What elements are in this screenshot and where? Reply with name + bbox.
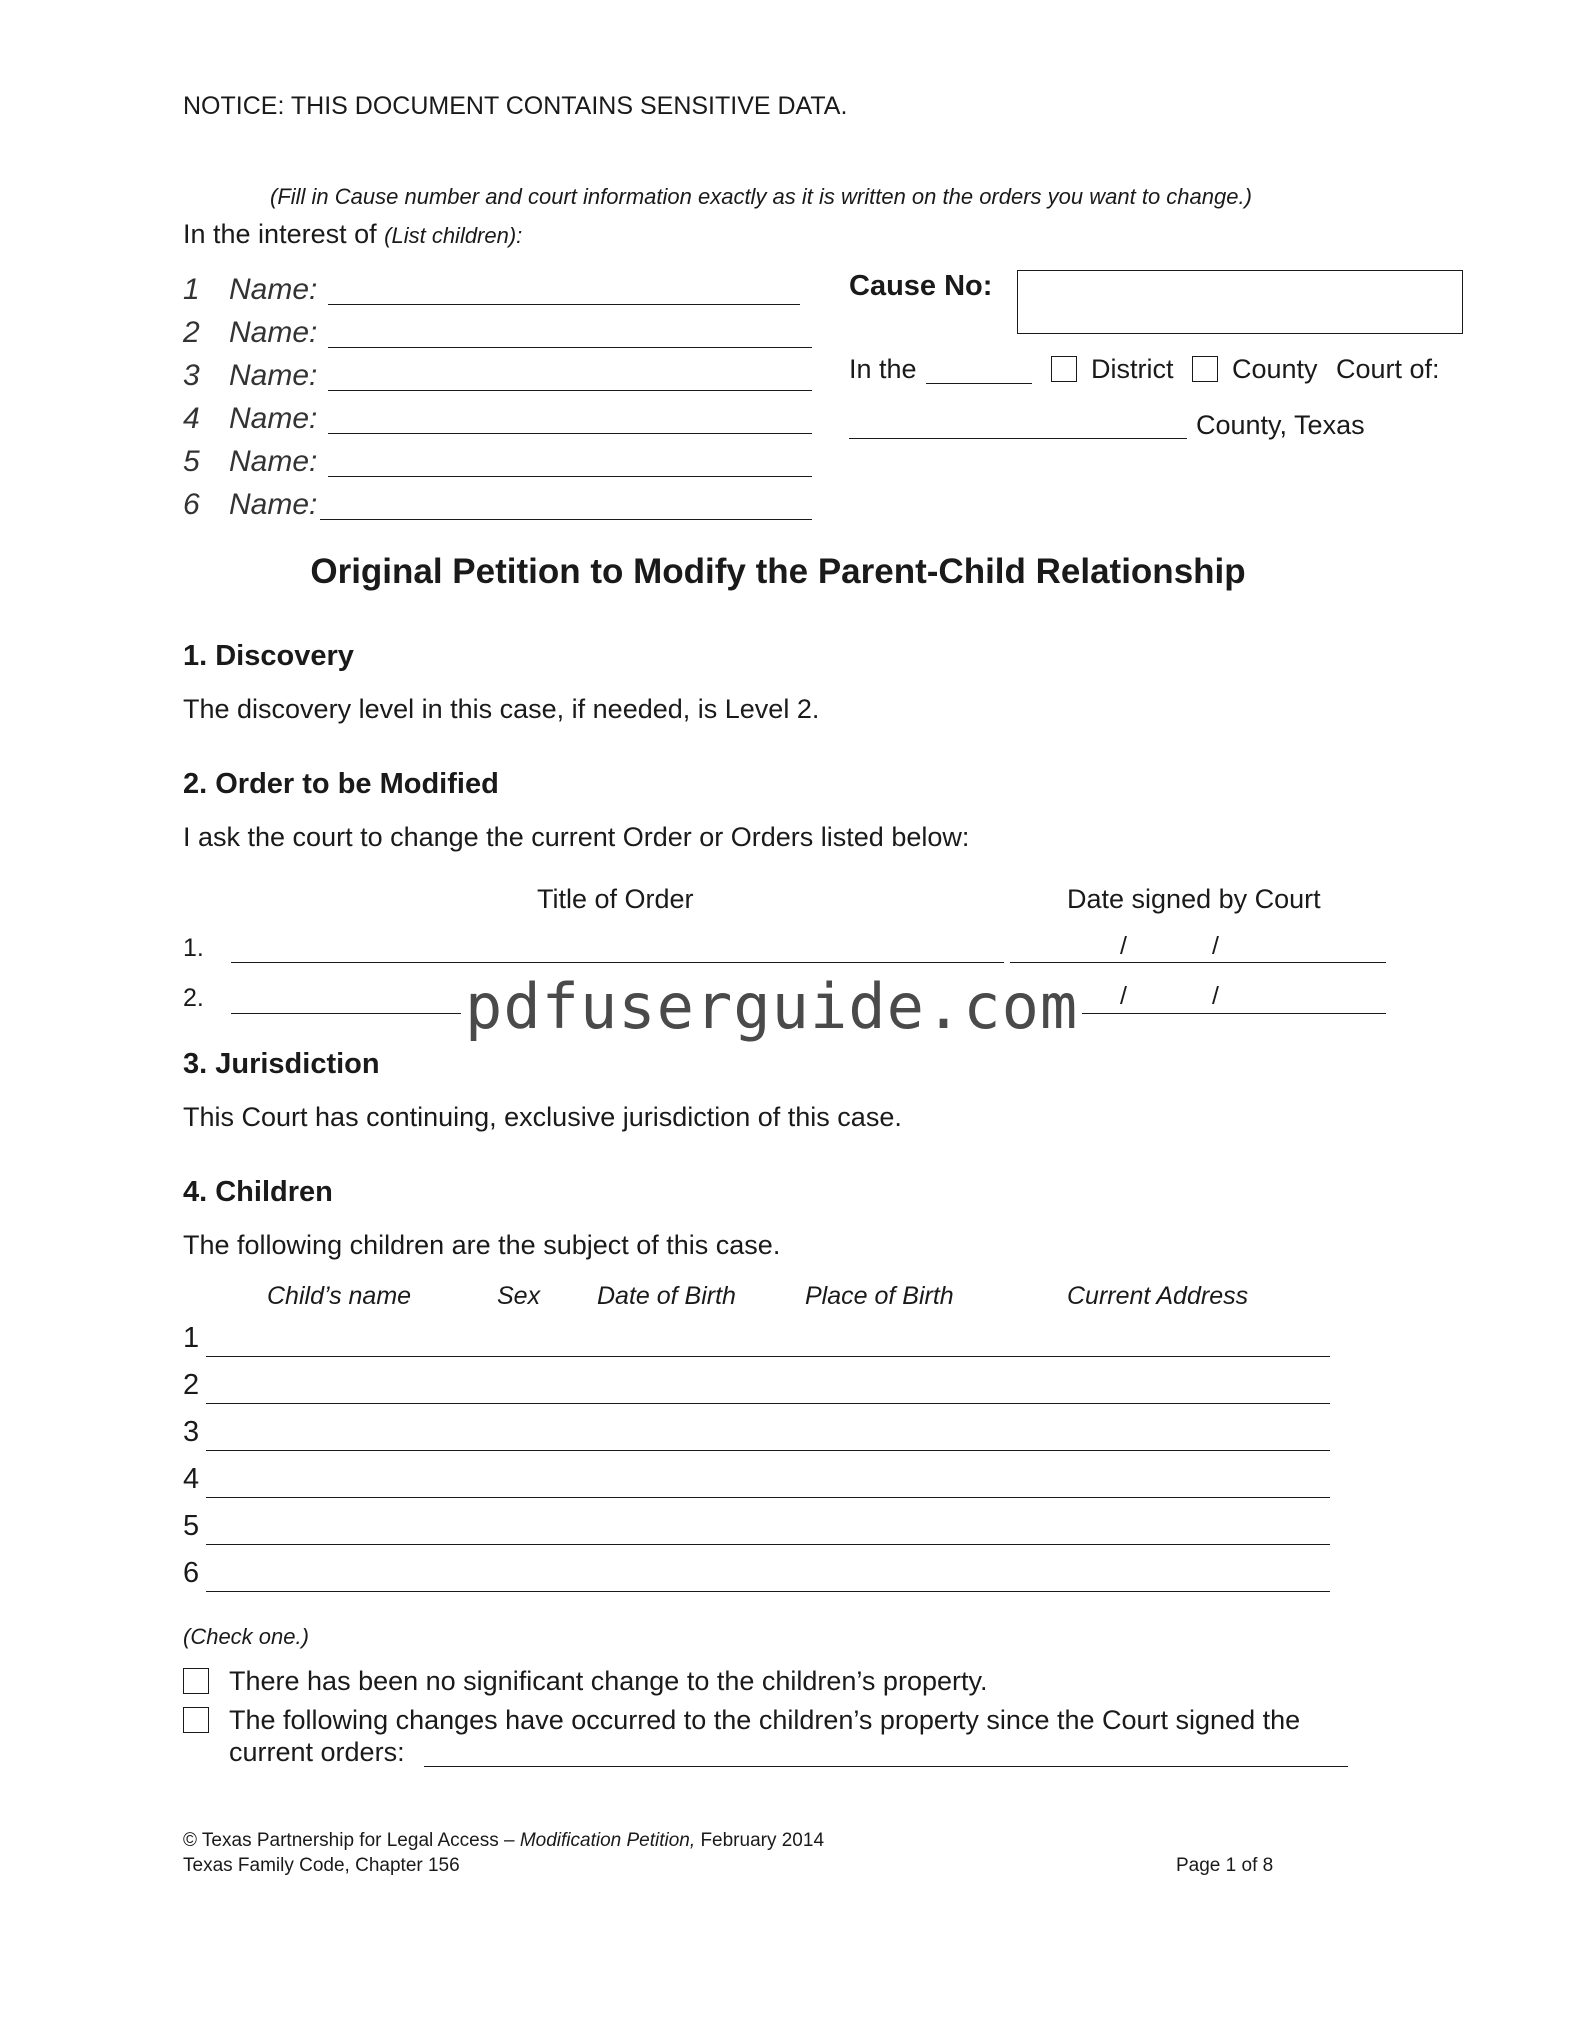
child-name-3-field[interactable] xyxy=(328,390,812,391)
child-row-3-field[interactable] xyxy=(206,1450,1330,1451)
child-row-number: 4 xyxy=(183,1463,200,1495)
order-text: I ask the court to change the current Order or Orders listed below: xyxy=(183,822,970,852)
date-signed-header: Date signed by Court xyxy=(1067,884,1321,914)
child-name-label: Name: xyxy=(229,402,318,435)
footer-code: Texas Family Code, Chapter 156 xyxy=(183,1855,460,1876)
col-childs-name: Child’s name xyxy=(267,1282,412,1310)
jurisdiction-text: This Court has continuing, exclusive jurisdiction of this case. xyxy=(183,1102,902,1132)
discovery-heading: 1. Discovery xyxy=(183,640,354,672)
footer-copyright xyxy=(183,1830,824,1852)
child-name-6-field[interactable] xyxy=(320,519,812,520)
child-name-number: 1 xyxy=(183,273,200,306)
child-name-number: 2 xyxy=(183,316,200,349)
discovery-text: The discovery level in this case, if needed, is Level 2. xyxy=(183,694,820,724)
sensitive-data-notice: NOTICE: THIS DOCUMENT CONTAINS SENSITIVE DATA. xyxy=(183,92,848,120)
child-name-number: 4 xyxy=(183,402,200,435)
child-row-number: 3 xyxy=(183,1416,200,1448)
order-1-title-field[interactable] xyxy=(231,962,1004,963)
changes-text: The following changes have occurred to the children’s property since the Court signed the xyxy=(229,1705,1301,1735)
interest-text: In the interest of xyxy=(183,219,377,249)
child-row-2-field[interactable] xyxy=(206,1403,1330,1404)
property-changes-field[interactable] xyxy=(424,1766,1348,1767)
court-number-field[interactable] xyxy=(926,383,1032,384)
child-name-number: 6 xyxy=(183,488,200,521)
col-current-address: Current Address xyxy=(1067,1282,1249,1310)
col-place-of-birth: Place of Birth xyxy=(805,1282,954,1310)
child-name-label: Name: xyxy=(229,488,318,521)
watermark: pdfuserguide.com xyxy=(461,970,1082,1043)
child-row-4-field[interactable] xyxy=(206,1497,1330,1498)
current-orders-label: current orders: xyxy=(229,1737,405,1767)
county-checkbox[interactable] xyxy=(1192,356,1218,382)
children-text: The following children are the subject of this case. xyxy=(183,1230,781,1260)
footer-copyright-date: February 2014 xyxy=(700,1830,825,1851)
date-slash: / xyxy=(1120,982,1127,1010)
children-heading: 4. Children xyxy=(183,1176,333,1208)
child-name-label: Name: xyxy=(229,316,318,349)
child-name-2-field[interactable] xyxy=(328,347,812,348)
no-change-checkbox[interactable] xyxy=(183,1668,209,1694)
child-name-label: Name: xyxy=(229,359,318,392)
footer-copyright-prefix: © Texas Partnership for Legal Access – xyxy=(183,1830,515,1851)
in-the-label: In the xyxy=(849,354,917,384)
jurisdiction-heading: 3. Jurisdiction xyxy=(183,1048,380,1080)
interest-label xyxy=(183,219,522,250)
child-name-label: Name: xyxy=(229,445,318,478)
child-name-5-field[interactable] xyxy=(328,476,812,477)
child-name-label: Name: xyxy=(229,273,318,306)
child-name-1-field[interactable] xyxy=(328,304,800,305)
child-name-number: 3 xyxy=(183,359,200,392)
child-name-number: 5 xyxy=(183,445,200,478)
order-heading: 2. Order to be Modified xyxy=(183,768,499,800)
child-row-6-field[interactable] xyxy=(206,1591,1330,1592)
order-row-number: 2. xyxy=(183,984,204,1012)
fill-instruction: (Fill in Cause number and court information exactly as it is written on the orders you want to change.) xyxy=(270,184,1252,209)
cause-number-field[interactable] xyxy=(1017,270,1463,334)
document-title: Original Petition to Modify the Parent-Child Relationship xyxy=(310,552,1246,591)
interest-hint: (List children): xyxy=(384,223,523,248)
footer-page-number: Page 1 of 8 xyxy=(1176,1855,1274,1876)
check-one-label: (Check one.) xyxy=(183,1624,309,1649)
court-of-label: Court of: xyxy=(1336,354,1440,384)
child-row-number: 5 xyxy=(183,1510,200,1542)
child-row-5-field[interactable] xyxy=(206,1544,1330,1545)
order-1-date-field[interactable] xyxy=(1010,962,1386,963)
col-date-of-birth: Date of Birth xyxy=(597,1282,736,1310)
title-of-order-header: Title of Order xyxy=(537,884,694,914)
date-slash: / xyxy=(1212,982,1219,1010)
county-texas-label: County, Texas xyxy=(1196,410,1365,440)
footer-copyright-title: Modification Petition, xyxy=(519,1830,696,1851)
no-change-text: There has been no significant change to the children’s property. xyxy=(229,1666,988,1696)
date-slash: / xyxy=(1212,932,1219,960)
child-row-1-field[interactable] xyxy=(206,1356,1330,1357)
col-sex: Sex xyxy=(497,1282,541,1310)
county-name-field[interactable] xyxy=(849,438,1187,439)
cause-number-label: Cause No: xyxy=(849,270,993,302)
child-row-number: 2 xyxy=(183,1369,200,1401)
child-name-4-field[interactable] xyxy=(328,433,812,434)
changes-checkbox[interactable] xyxy=(183,1707,209,1733)
county-label: County xyxy=(1232,354,1318,384)
date-slash: / xyxy=(1120,932,1127,960)
district-checkbox[interactable] xyxy=(1051,356,1077,382)
child-row-number: 6 xyxy=(183,1557,200,1589)
order-row-number: 1. xyxy=(183,934,204,962)
district-label: District xyxy=(1091,354,1174,384)
child-row-number: 1 xyxy=(183,1322,200,1354)
